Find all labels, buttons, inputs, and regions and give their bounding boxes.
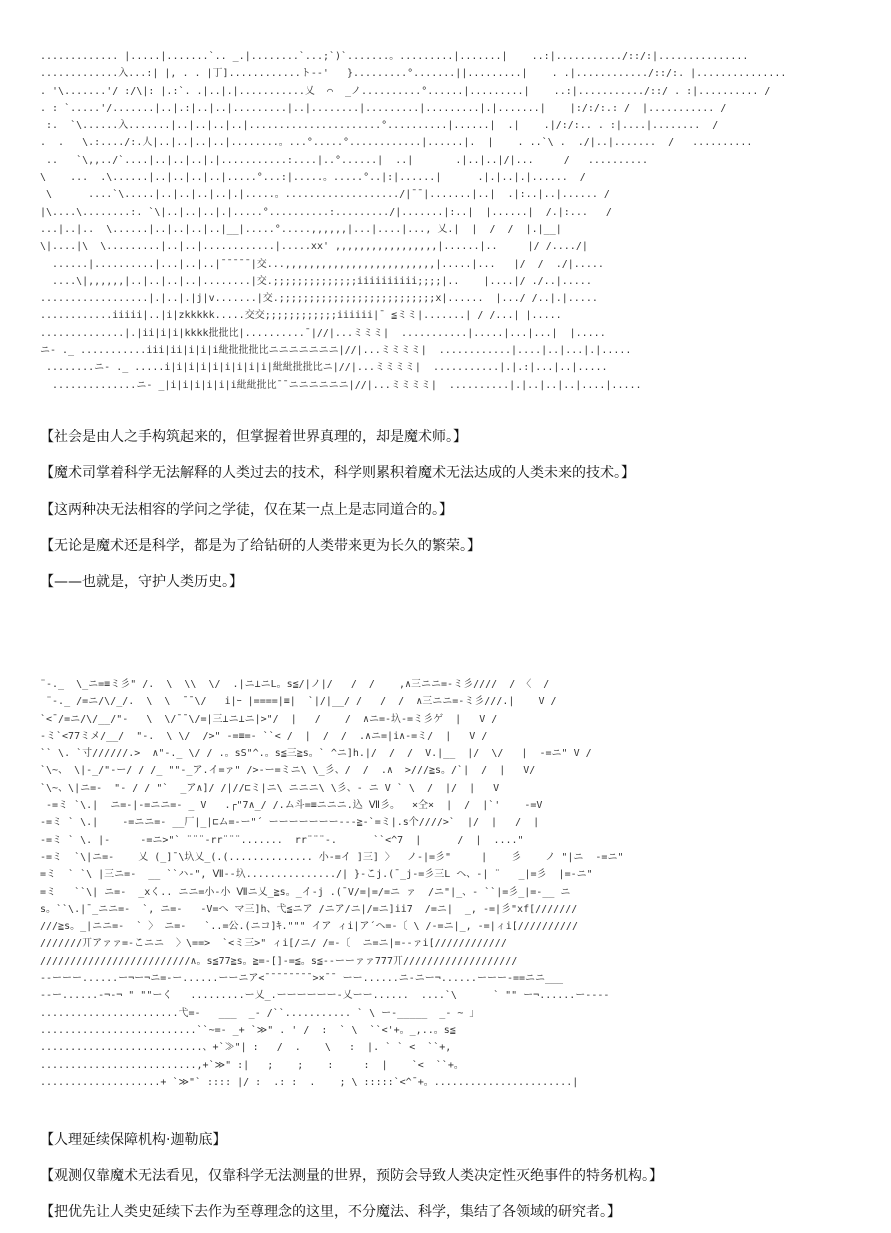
caption-chaldea-researchers: 【把优先让人类史延续下去作为至尊理念的这里，不分魔法、科学，集结了各领域的研究者。】 [40,1204,621,1220]
art-line: \|....|\ \.........|..|..|............|.....xx' ,,,,,,,,,,,,,,,,,|......|.. |/ /..../| [40,241,588,253]
art-line: `<¯/=ニ/\/__/"- \ \/¯¯\/=|三⊥ニ⊥ニ|>"/ | / / ∧ニ=-圦-=ミ彡ゲ | V / [40,713,498,725]
art-line: -=ミ ` \.| -=ニニ=- __厂|_|⊏ム=-ー"´ ーーーーーーー---≧-`=ミ|.s个////>` |/ | / | [40,817,540,829]
art-line: ///////丌アァァ=-こニニ 〉\==> `<ミ三>" ィi[/ニ/ /=-〔 ニ=ニ|=--ァi[//////////// [40,938,507,950]
art-line: -=ミ ` \. |- -=ニ>"` ¨¨¨-rr¨¨¨....... rr¨¨¨-. ``<^7 | / | ...." [40,834,524,846]
art-line: ....................+ `≫"` :::: |/ : .: : . ; \ :::::`<^¯+。.......................| [40,1076,579,1088]
ascii-art-city-scene [40,48,787,413]
art-line: ..............|.|ii|i|i|kkkk批批比|..........¯|//|...ミミミ| ...........|.....|...|...| |..... [40,327,606,339]
ascii-art-chaldea-scene [40,676,755,1116]
art-line: ...|..|.. \......|..|..|..|..|__|.....°.....,,,,,,|...|....|..., 乂.| | / / |.|__| [40,223,562,235]
art-line: ニ- ._ ...........iii|ii|i|i|i紕批批批比ニニニニニニニ|//|...ミミミミ| ............|....|..|...|.|..... [40,345,632,357]
art-line: -=ミ `\|ニ=- 乂 (_]¯\圦乂_(.(.............. 小-=イ ]三] 〉 ノ-|=彡" | 彡 ノ "|ニ -=ニ" [40,851,624,863]
art-line: . . \.:..../:.人|..|..|..|..|........。...°.....°............|......|. | . ..`\ . ./|..|....... / .......... [40,137,753,149]
art-line: :. `\......入.......|..|..|..|..|......................°..........|......| .| .|/:/:.. . :|....|........ / [40,120,719,132]
caption-two-disciplines: 【这两种决无法相容的学问之学徒，仅在某一点上是志同道合的。】 [40,502,453,518]
art-line: ¨-._ /=ニ/\/_/. \ \ ¯¯\/ i|ｰ |====|≡| `|/|__/ / / / ∧三ニニ=-ミ彡///.| V / [40,696,557,708]
art-line: `\~、 \|-_/"-ー/ / /_ ""-_ア.イ=ァ" />-ー=ミニ\ \_彡、/ / .∧ >///≧s。/`| / | V/ [40,765,536,777]
art-line: ///≧s。_|ニニ=- ` 〉 ニ=- `..=公.(ニコ]ｷ.""" イア ィi|ア´ヘ=-〔 \ /-=ニ|_, -=|ィi[////////// [40,921,578,933]
art-line: =ミ ` `\ |三ニ=- __ ``ハ-", Ⅶ--圦.............../| }-こj.(¯_j-=彡三L ヘ、-| ¨ _|=彡 |=-ニ" [40,869,593,881]
art-line: ..............ニ- _|i|i|i|i|i|i紕紕批比¯¯ニニニニニニ|//|...ミミミミ| ..........|.|..|..|..|....|..... [40,379,642,391]
caption-chaldea-purpose: 【观测仅靠魔术无法看见，仅靠科学无法测量的世界，预防会导致人类决定性灭绝事件的特务机构。】 [40,1168,663,1184]
art-line: . '\.......'/ :/\|: |.:`. .|..|.|...........乂 ⌒ _ノ..........°......|.........| ..:|.........../::/ . :|.......... / [40,85,771,97]
art-line: ..........................``~=- _+ `≫" . ' / : ` \ ``<'+。_,..。s≦ [40,1024,456,1036]
art-line: |\....\........:. `\|..|..|..|.|.....°..........:........./|.......|:..| |......| /.|:... / [40,206,612,218]
art-line: .............入...:| |, . . |丁]............ト--' }.........°.......||.........| . .|............/::/:. |............... [40,68,787,80]
art-line: ............iiiii|..|i|zkkkkk.....交交;;;;;;;;;;;;iiiiii|¯ ≦ミミ|.......| / /...| |..... [40,310,562,322]
art-line: /////////////////////////∧。s≦77≧s。≧=-[]-=≦。s≦--ーーァァ777丌/////////////////// [40,955,518,967]
art-line: --ーーー......ー¬ー¬ニ=-ー......ーーニア<¯¯¯¯¯¯¯¯>×¯¯ ーー......ニ-ニー¬......ーーー-==ニニ___ [40,973,564,985]
art-line: \ ... .\......|..|..|..|..|.....°...:|.....。.....°..|:|......| .|.|..|.|...... / [40,172,586,184]
art-line: .. `\,,../`....|..|..|..|.|...........:....|..°......| ..| .|..|..|/|... / .......... [40,154,649,166]
caption-magic-science-tech: 【魔术司掌着科学无法解释的人类过去的技术，科学则累积着魔术无法达成的人类未来的技术。】 [40,465,635,481]
art-line: `` \. `寸//////.> ∧"-._ \/ / .。sS"^.。s≦三≧s。` ^ニ]h.|/ / / V.|__ |/ \/ | -=ニ" V / [40,748,592,760]
art-line: ...........................、+`≫"| : / . \ : |. ` ` < ``+, [40,1042,452,1054]
art-line: .......................弋=- ___ _- /``........... ` \ ー-_____ _- ~ 」 [40,1007,480,1019]
art-line: --ー......-¬-¬ " ""ーく .........ー乂_.ーーーーーー-乂ーー...... ....`\ ` "" ー¬......ー---- [40,990,610,1002]
art-line: ..................|.|..|.|j|v.......|交.;;;;;;;;;;;;;;;;;;;;;;;;;;x|...... |.../ /..|.|..... [40,293,598,305]
art-line: ..........................,+`≫" :| ; ; : : | `< ``+。 [40,1059,464,1071]
art-line: =ミ ``\| ニ=- _xく.. ニニ=小-小 Ⅶニ乂_≧s。_イ-j .(¯V/=|=/=ニ ァ /ニ"|_、- ``|=彡_|=-__ ニ [40,886,571,898]
art-line: ......|..........|...|..|..|¯¯¯¯¯|交...,,,,,,,,,,,,,,,,,,,,,,,,,|.....|... |/ / ./|..... [40,258,604,270]
art-line: . : `.....'/.......|..|.:|..|..|.........|..|........|.........|.........|.|.......| |:/:/:.: / |........... / [40,102,727,114]
art-line: -ミ`<77ミメ/__/ "-. \ \/ />" -=≡=- ``< / | / / .∧ニ=|i∧-=ミ/ | V / [40,730,488,742]
caption-prosperity: 【无论是魔术还是科学，都是为了给钻研的人类带来更为长久的繁荣。】 [40,538,481,554]
art-line: s。``\.|¯_ニニ=- `, ニ=- -V=へ マ三]h、弋≦ニア /ニア/ニ|/=ニ]ii7 /=ニ| _, -=|彡"xf[/////// [40,903,578,915]
art-line: ........ニ- ._ .....i|i|i|i|i|i|i|i|i|紕紕批批比ニ|//|...ミミミミ| ...........|.|.:|...|..|..... [40,362,608,374]
caption-chaldea-title: 【人理延续保障机构·迦勒底】 [40,1132,227,1148]
art-line: `\~、\|ニ=- "- / / "` _ア∧]/ /|//⊏ミ|ニ\ ニニニ\ \彡、- ニ V ` \ / |/ | V [40,782,500,794]
art-line: -=ミ `\.| ニ=-|-=ニニ=- _ V .┌"7∧_/ /.ム斗=≡ニニニ.込 Ⅶ彡。 ×仝× | / |`' -=V [40,800,543,812]
caption-protect-history: 【——也就是，守护人类历史。】 [40,574,243,590]
caption-society-magi: 【社会是由人之手构筑起来的，但掌握着世界真理的，却是魔术师。】 [40,429,467,445]
art-line: ............. |.....|.......`.. _.|........`...;`)`.......。.........|.......| ..:|.........../::/:|............... [40,51,749,62]
art-line: ....\|,,,,,,|..|..|..|..|........|交.;;;;;;;;;;;;;;iiiiiiiiii;;;;|.. |....|/ ./..|..... [40,275,592,287]
art-line: ¨-._ \_ニ=≡ミ彡" /. \ \\ \/ .|ニ⊥ニL。s≦/|ノ|/ / / ,∧三ニニ=-ミ彡//// / 〈 / [40,679,550,690]
art-line: \ ....`\.....|..|..|..|..|.|.....。.................../|¯¯|.......|..| .|:..|..|...... / [40,189,610,201]
